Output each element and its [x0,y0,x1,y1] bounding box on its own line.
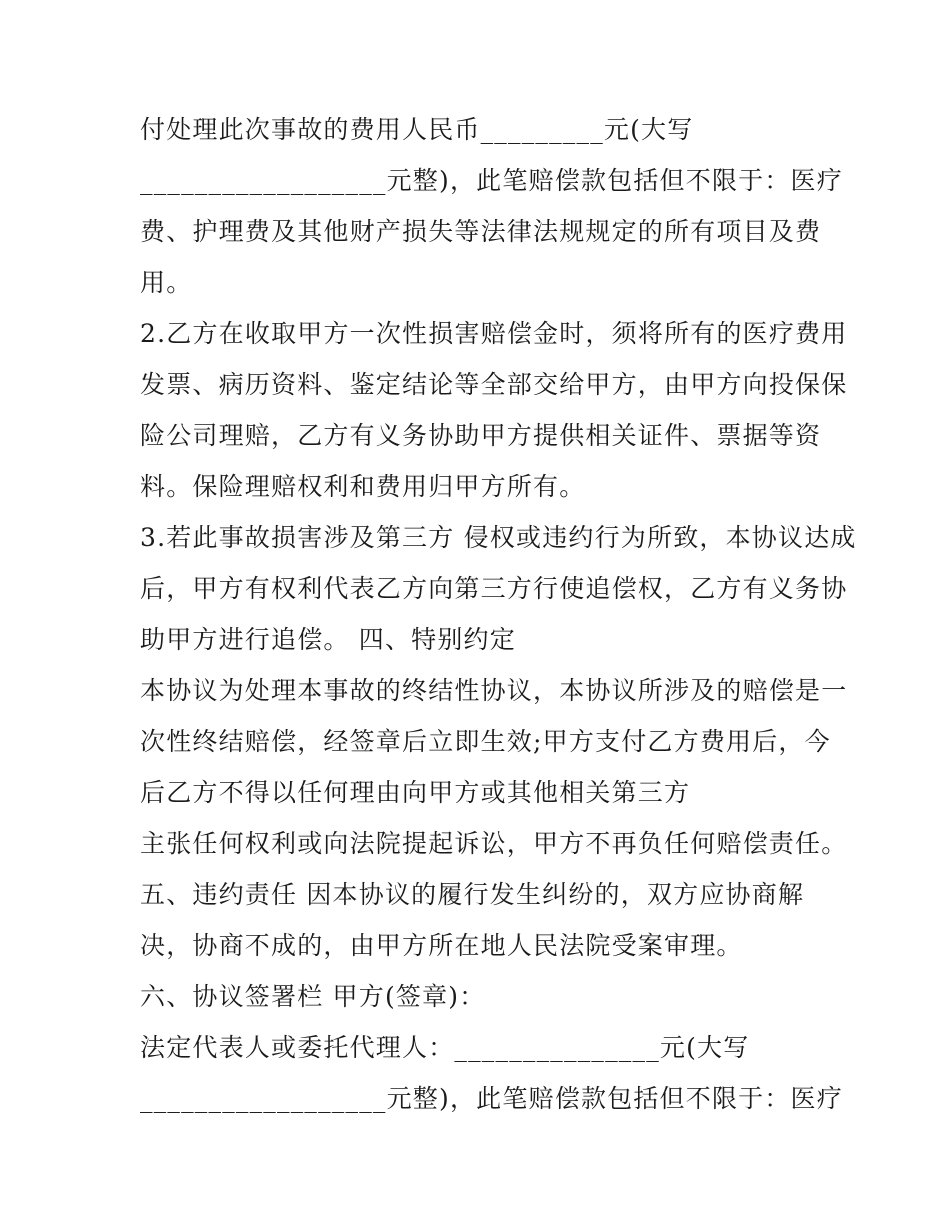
text-line: __________________元整)，此笔赔偿款包括但不限于：医疗 [140,166,843,195]
text-line: 助甲方进行追偿。 四、特别约定 [140,625,516,654]
text-line: 决，协商不成的，由甲方所在地人民法院受案审理。 [140,931,743,960]
text-line: 后，甲方有权利代表乙方向第三方行使追偿权，乙方有义务协 [140,574,848,603]
text-line: 次性终结赔偿，经签章后立即生效;甲方支付乙方费用后，今 [140,727,831,756]
text-line: 主张任何权利或向法院提起诉讼，甲方不再负任何赔偿责任。 [140,829,848,858]
text-line: 2.乙方在收取甲方一次性损害赔偿金时，须将所有的医疗费用 [140,319,848,348]
text-line: 五、违约责任 因本协议的履行发生纠纷的，双方应协商解 [140,880,805,909]
text-line: 后乙方不得以任何理由向甲方或其他相关第三方 [140,778,691,807]
text-line: 料。保险理赔权利和费用归甲方所有。 [140,472,586,501]
text-line: 发票、病历资料、鉴定结论等全部交给甲方，由甲方向投保保 [140,370,848,399]
text-line: 3.若此事故损害涉及第三方 侵权或违约行为所致，本协议达成 [140,523,857,552]
text-line: 六、协议签署栏 甲方(签章)： [140,982,486,1011]
text-line: 险公司理赔，乙方有义务协助甲方提供相关证件、票据等资 [140,421,822,450]
text-line: __________________元整)，此笔赔偿款包括但不限于：医疗 [140,1084,843,1113]
text-line: 用。 [140,268,193,297]
text-line: 付处理此次事故的费用人民币_________元(大写 [140,115,694,144]
text-line: 本协议为处理本事故的终结性协议，本协议所涉及的赔偿是一 [140,676,848,705]
text-line: 法定代表人或委托代理人：_______________元(大写 [140,1033,750,1062]
text-line: 费、护理费及其他财产损失等法律法规规定的所有项目及费 [140,217,822,246]
